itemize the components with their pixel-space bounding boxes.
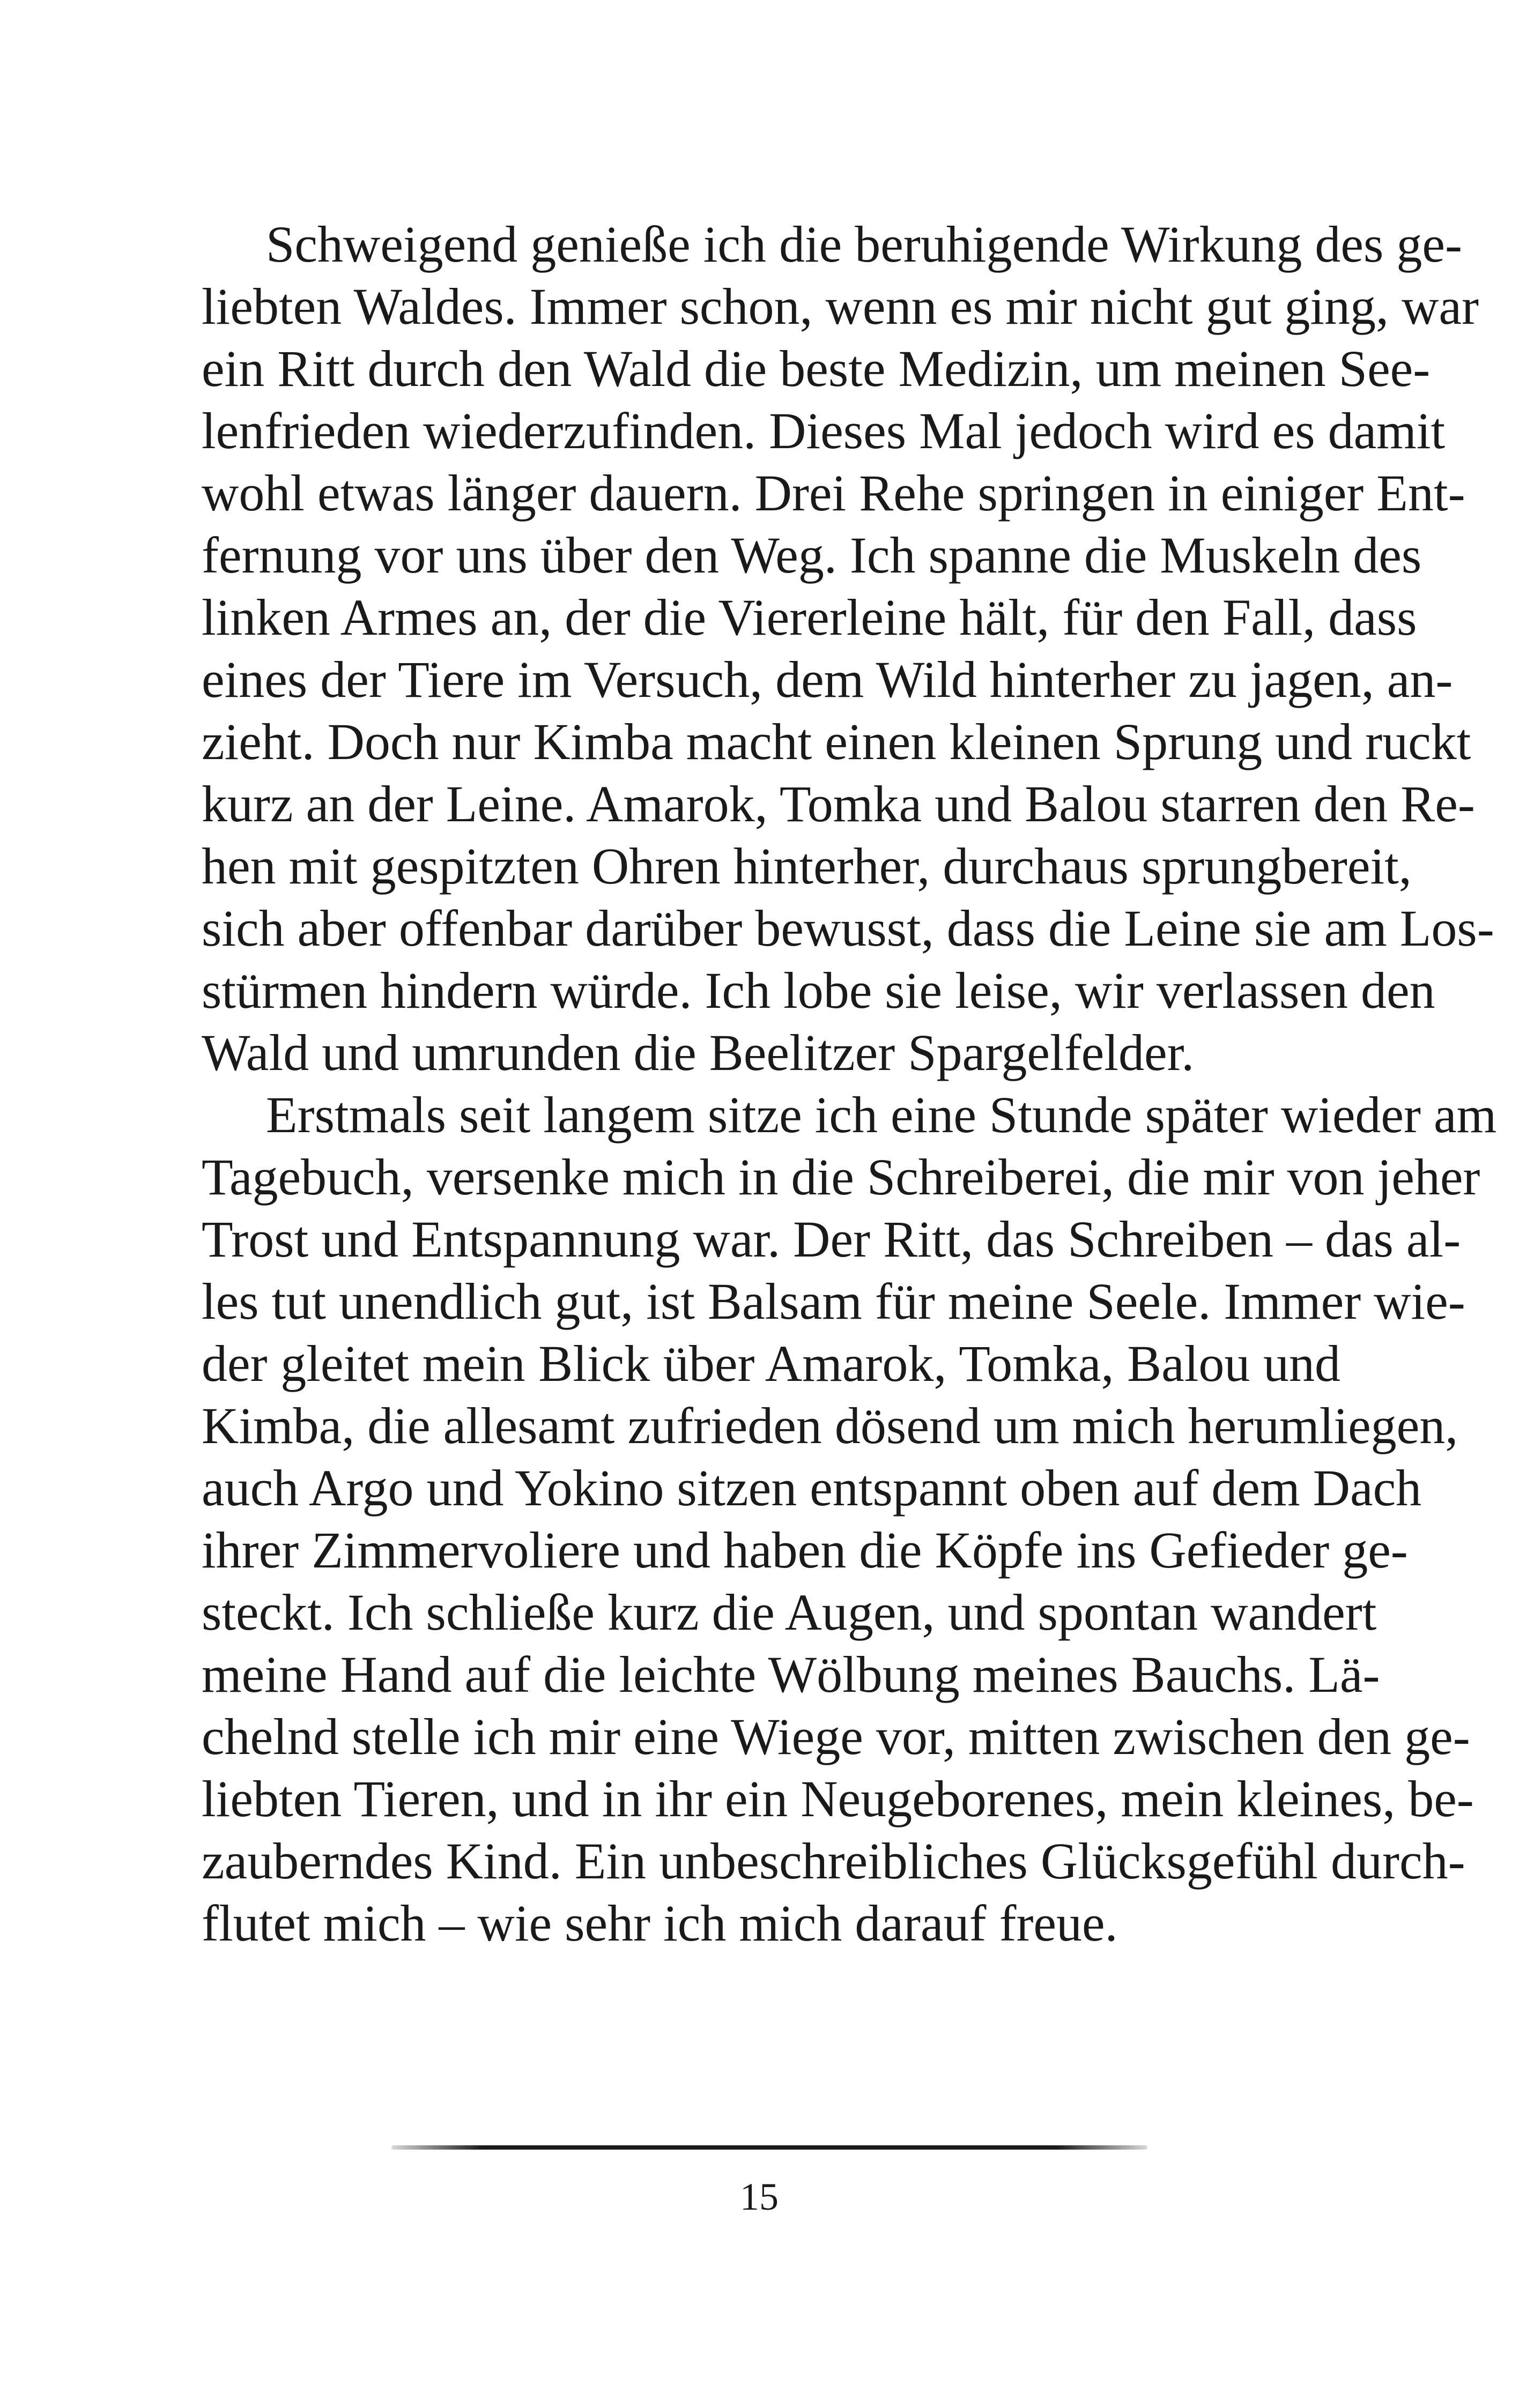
text-line: linken Armes an, der die Viererleine hält, für den Fall, dass: [202, 589, 1417, 646]
text-line: Schweigend genieße ich die beruhigende Wirkung des ge-: [266, 215, 1462, 273]
text-line: stürmen hindern würde. Ich lobe sie leise, wir verlassen den: [202, 962, 1435, 1019]
text-line: kurz an der Leine. Amarok, Tomka und Balou starren den Re-: [202, 775, 1475, 833]
text-line: Tagebuch, versenke mich in die Schreiberei, die mir von jeher: [202, 1148, 1480, 1206]
text-line: zauberndes Kind. Ein unbeschreibliches Glücksgefühl durch-: [202, 1832, 1465, 1890]
text-line: fernung vor uns über den Weg. Ich spanne die Muskeln des: [202, 526, 1422, 584]
text-line: chelnd stelle ich mir eine Wiege vor, mitten zwischen den ge-: [202, 1708, 1470, 1765]
text-line: ein Ritt durch den Wald die beste Medizin, um meinen See-: [202, 340, 1431, 397]
paragraph-2: [202, 1084, 1497, 1954]
text-line: ihrer Zimmervoliere und haben die Köpfe ins Gefieder ge-: [202, 1521, 1408, 1579]
text-line: Erstmals seit langem sitze ich eine Stunde später wieder am: [266, 1086, 1497, 1143]
text-line: flutet mich – wie sehr ich mich darauf freue.: [202, 1894, 1118, 1952]
body-text: [202, 213, 1497, 1954]
text-line: Kimba, die allesamt zufrieden dösend um mich herumliegen,: [202, 1397, 1458, 1454]
text-line: zieht. Doch nur Kimba macht einen kleinen Sprung und ruckt: [202, 713, 1471, 770]
text-line: les tut unendlich gut, ist Balsam für meine Seele. Immer wie-: [202, 1273, 1465, 1330]
text-line: sich aber offenbar darüber bewusst, dass die Leine sie am Los-: [202, 900, 1494, 957]
page-number: 15: [740, 2175, 779, 2218]
text-line: der gleitet mein Blick über Amarok, Tomka, Balou und: [202, 1335, 1340, 1392]
text-line: hen mit gespitzten Ohren hinterher, durchaus sprungbereit,: [202, 837, 1412, 895]
text-line: wohl etwas länger dauern. Drei Rehe springen in einiger Ent-: [202, 464, 1465, 522]
text-line: meine Hand auf die leichte Wölbung meines Bauchs. Lä-: [202, 1646, 1380, 1703]
paragraph-1: [202, 213, 1494, 1084]
text-line: steckt. Ich schließe kurz die Augen, und spontan wandert: [202, 1584, 1377, 1641]
text-line: liebten Tieren, und in ihr ein Neugeborenes, mein kleines, be-: [202, 1770, 1474, 1827]
footer-divider: [391, 2145, 1147, 2150]
text-line: Wald und umrunden die Beelitzer Spargelfelder.: [202, 1024, 1195, 1081]
text-line: lenfrieden wiederzufinden. Dieses Mal jedoch wird es damit: [202, 402, 1446, 459]
text-line: eines der Tiere im Versuch, dem Wild hinterher zu jagen, an-: [202, 651, 1453, 708]
text-line: Trost und Entspannung war. Der Ritt, das Schreiben – das al-: [202, 1210, 1461, 1268]
text-line: auch Argo und Yokino sitzen entspannt oben auf dem Dach: [202, 1459, 1422, 1517]
text-line: liebten Waldes. Immer schon, wenn es mir nicht gut ging, war: [202, 278, 1479, 335]
